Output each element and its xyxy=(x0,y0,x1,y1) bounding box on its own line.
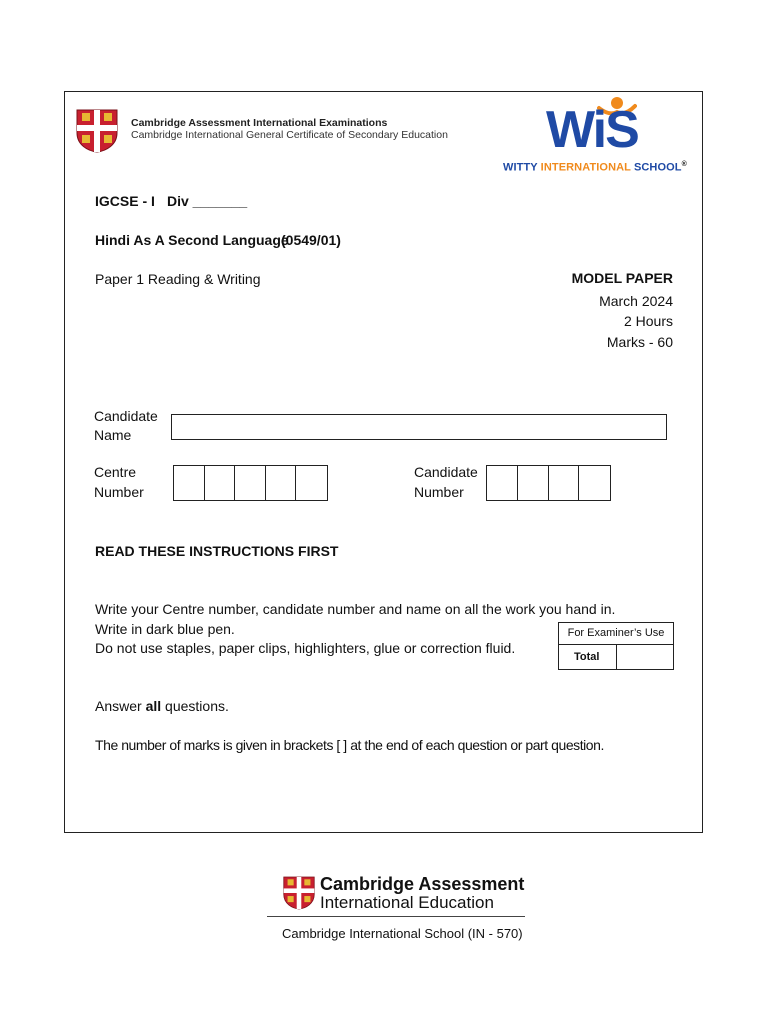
paper-title: Paper 1 Reading & Writing xyxy=(95,271,261,287)
candidate-number-boxes[interactable] xyxy=(486,465,611,501)
footer-school-name: Cambridge International School (IN - 570) xyxy=(282,926,523,941)
centre-number-label-line1: Centre xyxy=(94,464,137,480)
examiner-total-label: Total xyxy=(559,645,617,669)
centre-number-label-line2: Number xyxy=(94,484,144,500)
centre-number-cell[interactable] xyxy=(296,466,327,500)
footer-brand-line2: International Education xyxy=(320,893,494,912)
wis-name-part3: SCHOOL xyxy=(633,161,682,174)
registered-mark: ® xyxy=(681,161,687,168)
examiner-use-box xyxy=(558,622,674,670)
candidate-name-label xyxy=(94,407,158,445)
candidate-name-field[interactable] xyxy=(171,414,667,440)
answer-suffix: questions. xyxy=(165,698,229,714)
centre-number-cell[interactable] xyxy=(205,466,236,500)
candidate-number-cell[interactable] xyxy=(487,466,518,500)
candidate-number-cell[interactable] xyxy=(518,466,549,500)
exam-marks: Marks - 60 xyxy=(606,334,673,350)
wis-name-part2: INTERNATIONAL xyxy=(540,161,631,174)
model-paper-label: MODEL PAPER xyxy=(571,270,673,286)
div-label: Div _______ xyxy=(167,193,248,209)
footer-divider xyxy=(267,916,525,917)
candidate-number-label-line2: Number xyxy=(414,484,464,500)
instruction-line-2: Write in dark blue pen. xyxy=(95,621,235,637)
instruction-line-3: Do not use staples, paper clips, highlighters, glue or correction fluid. xyxy=(95,640,516,656)
examiner-use-title: For Examiner’s Use xyxy=(559,623,673,645)
marks-note: The number of marks is given in brackets [ ] at the end of each question or part question. xyxy=(95,737,604,753)
candidate-number-cell[interactable] xyxy=(549,466,580,500)
candidate-number-label xyxy=(414,462,478,502)
grade-label: IGCSE - I xyxy=(95,193,155,209)
answer-all-bold: all xyxy=(145,698,162,714)
answer-prefix: Answer xyxy=(95,698,142,714)
candidate-name-label-line1: Candidate xyxy=(94,408,158,424)
centre-number-cell[interactable] xyxy=(235,466,266,500)
footer-brand-line1: Cambridge Assessment xyxy=(320,874,525,894)
exam-date: March 2024 xyxy=(599,293,673,309)
centre-number-cell[interactable] xyxy=(266,466,297,500)
answer-all-instruction xyxy=(95,698,229,714)
exam-duration: 2 Hours xyxy=(623,313,673,329)
subject-title: Hindi As A Second Language xyxy=(95,232,289,248)
footer-cambridge-crest-logo xyxy=(283,875,315,911)
centre-number-label xyxy=(94,462,144,502)
candidate-number-label-line1: Candidate xyxy=(414,464,478,480)
examiner-total-field[interactable] xyxy=(617,645,673,669)
centre-number-cell[interactable] xyxy=(174,466,205,500)
wis-logo-letters: WiS xyxy=(546,101,638,159)
instructions-heading: READ THESE INSTRUCTIONS FIRST xyxy=(95,543,339,559)
wis-school-name xyxy=(503,161,687,174)
cambridge-crest-logo xyxy=(76,109,118,153)
instruction-line-1: Write your Centre number, candidate number and name on all the work you hand in. xyxy=(95,601,616,617)
candidate-name-label-line2: Name xyxy=(94,427,132,443)
candidate-number-cell[interactable] xyxy=(579,466,610,500)
cambridge-header-subtitle: Cambridge International General Certificate of Secondary Education xyxy=(131,129,448,141)
wis-name-part1: WITTY xyxy=(503,161,538,174)
cambridge-header-title: Cambridge Assessment International Examinations xyxy=(131,117,388,129)
exam-cover-frame xyxy=(64,91,703,833)
subject-code: (0549/01) xyxy=(281,232,341,248)
centre-number-boxes[interactable] xyxy=(173,465,328,501)
